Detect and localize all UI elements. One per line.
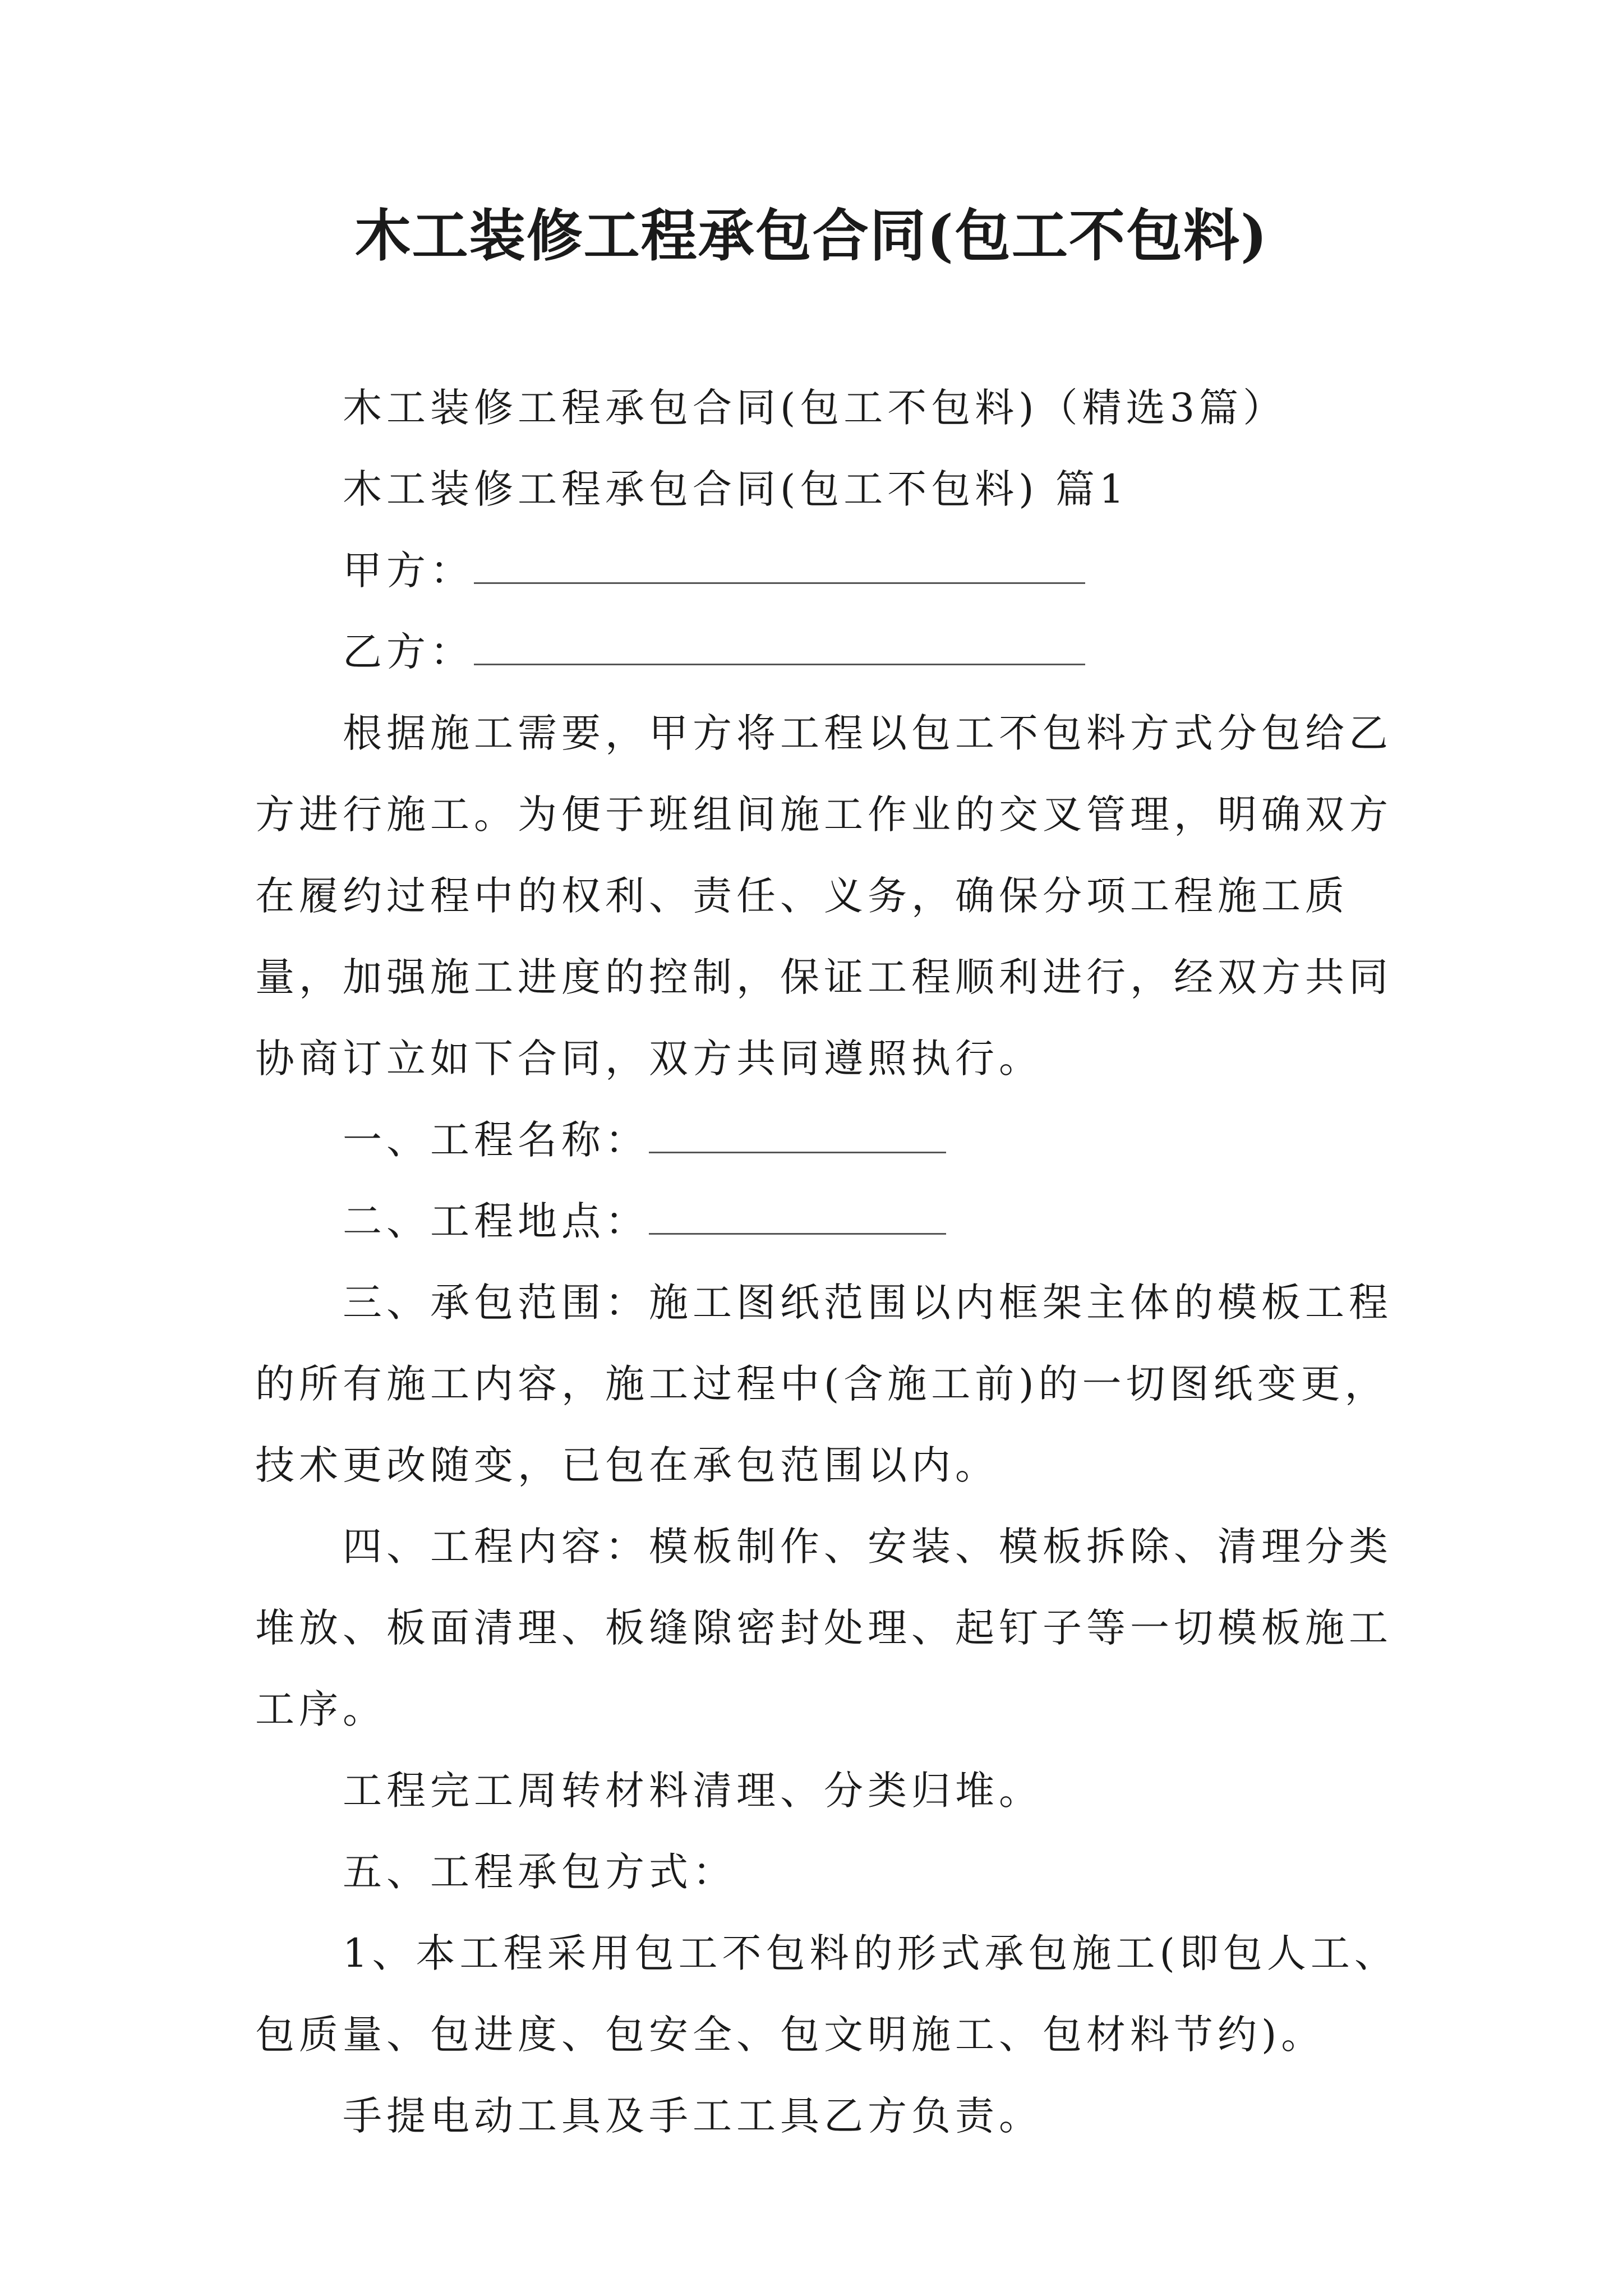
paragraph-scope: 三、承包范围：施工图纸范围以内框架主体的模板工程的所有施工内容，施工过程中(含施工前)的一切图纸变更，技术更改随变，已包在承包范围以内。 bbox=[255, 1280, 1393, 1488]
paragraph-preamble: 根据施工需要，甲方将工程以包工不包料方式分包给乙方进行施工。为便于班组间施工作业的交叉管理，明确双方在履约过程中的权利、责任、义务，确保分项工程施工质量，加强施工进度的控制，保证工程顺利进行，经双方共同协商订立如下合同，双方共同遵照执行。 bbox=[255, 710, 1393, 1082]
project-name-blank bbox=[649, 1112, 946, 1153]
party-a-line bbox=[255, 530, 1405, 611]
party-b-line bbox=[255, 611, 1405, 693]
party-b-blank bbox=[474, 624, 1085, 665]
party-a-blank bbox=[474, 543, 1085, 584]
paragraph-tools: 手提电动工具及手工工具乙方负责。 bbox=[343, 2093, 1043, 2139]
paragraph-article-heading: 木工装修工程承包合同(包工不包料) 篇1 bbox=[343, 466, 1129, 512]
project-name-line bbox=[255, 1099, 1405, 1181]
document-body bbox=[255, 367, 1405, 2157]
paragraph-content: 四、工程内容：模板制作、安装、模板拆除、清理分类堆放、板面清理、板缝隙密封处理、起钉子等一切模板施工工序。 bbox=[255, 1524, 1393, 1732]
project-name-label: 一、工程名称： bbox=[343, 1117, 649, 1163]
party-a-label: 甲方： bbox=[343, 547, 474, 593]
project-location-line bbox=[255, 1181, 1405, 1262]
project-location-blank bbox=[649, 1194, 946, 1235]
document-title: 木工装修工程承包合同(包工不包料) bbox=[354, 203, 1269, 269]
paragraph-method-item-1: 1、本工程采用包工不包料的形式承包施工(即包人工、包质量、包进度、包安全、包文明施工、包材料节约)。 bbox=[255, 1930, 1398, 2058]
project-location-label: 二、工程地点： bbox=[343, 1198, 649, 1244]
paragraph-contract-method-heading: 五、工程承包方式： bbox=[343, 1849, 736, 1895]
paragraph-collection-title: 木工装修工程承包合同(包工不包料)（精选3篇） bbox=[343, 385, 1287, 431]
paragraph-cleanup: 工程完工周转材料清理、分类归堆。 bbox=[343, 1768, 1043, 1814]
party-b-label: 乙方： bbox=[343, 629, 474, 675]
